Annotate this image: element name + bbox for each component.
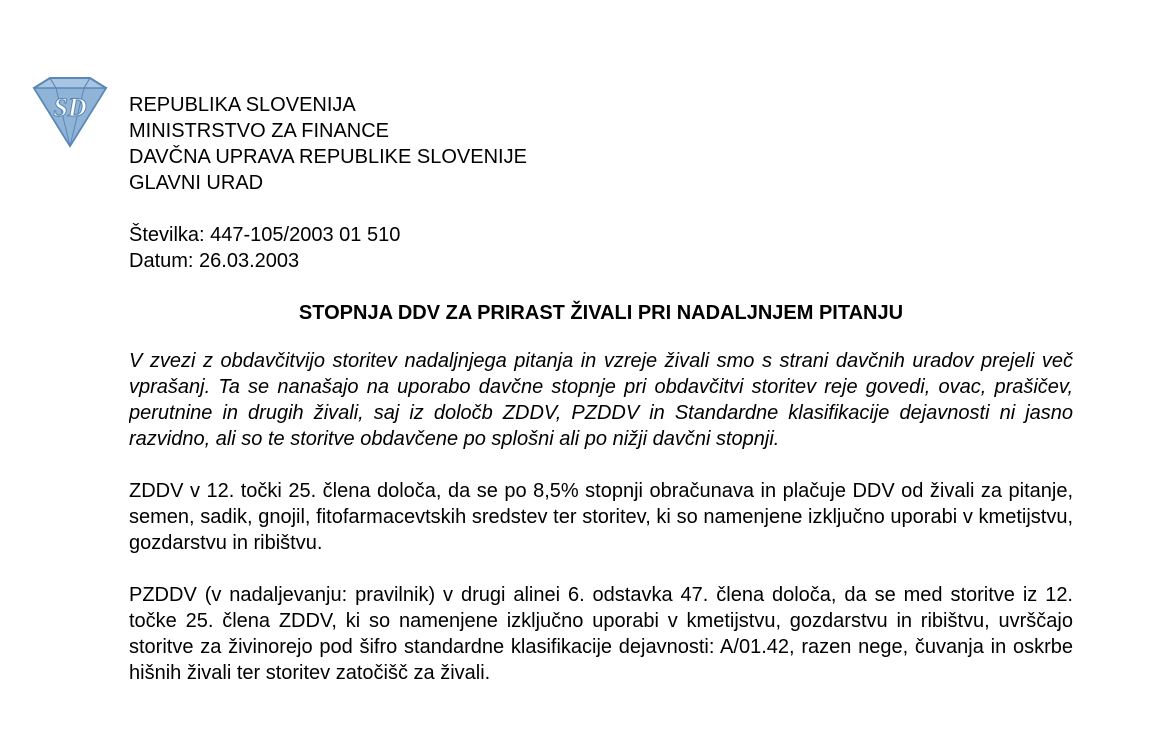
paragraph-intro: V zvezi z obdavčitvijo storitev nadaljnjega pitanja in vzreje živali smo s strani davčnih uradov prejeli več vprašanj. Ta se nanašajo na uporabo davčne stopnje pri obdavčitvi storitev reje govedi, ovac, prašičev, perutnine in drugih živali, saj iz določb ZDDV, PZDDV in Standardne klasifikacije dejavnosti ni jasno razvidno, ali so te storitve obdavčene po splošni ali po nižji davčni stopnji. — [129, 350, 1073, 450]
letterhead-line-tax-admin: DAVČNA UPRAVA REPUBLIKE SLOVENIJE — [129, 146, 527, 168]
document-number: Številka: 447-105/2003 01 510 — [129, 224, 401, 246]
paragraph-zddv: ZDDV v 12. točki 25. člena določa, da se po 8,5% stopnji obračunava in plačuje DDV od živali za pitanje, semen, sadik, gnojil, fitofarmacevtskih sredstev ter storitev, ki so namenjene izključno uporabi v kmetijstvu, gozdarstvu in ribištvu. — [129, 480, 1073, 554]
document-page — [129, 92, 1073, 743]
letterhead-line-republic: REPUBLIKA SLOVENIJA — [129, 94, 356, 116]
paragraph-pzddv: PZDDV (v nadaljevanju: pravilnik) v drugi alinei 6. odstavka 47. člena določa, da se med storitve iz 12. točke 25. člena ZDDV, ki so namenjene izključno uporabi v kmetijstvu, gozdarstvu in ribištvu, uvrščajo storitve za živinorejo pod šifro standardne klasifikacije dejavnosti: A/01.42, razen nege, čuvanja in oskrbe hišnih živali ter storitev zatočišč za živali. — [129, 584, 1073, 684]
letterhead — [129, 92, 1073, 196]
letterhead-line-office: GLAVNI URAD — [129, 172, 264, 194]
diamond-logo-icon — [26, 74, 114, 150]
document-title: STOPNJA DDV ZA PRIRAST ŽIVALI PRI NADALJNJEM PITANJU — [298, 302, 904, 324]
durs-logo — [26, 74, 114, 150]
document-date: Datum: 26.03.2003 — [129, 250, 300, 272]
logo-lettering: SD — [53, 93, 87, 122]
document-meta — [129, 222, 1073, 274]
letterhead-line-ministry: MINISTRSTVO ZA FINANCE — [129, 120, 390, 142]
